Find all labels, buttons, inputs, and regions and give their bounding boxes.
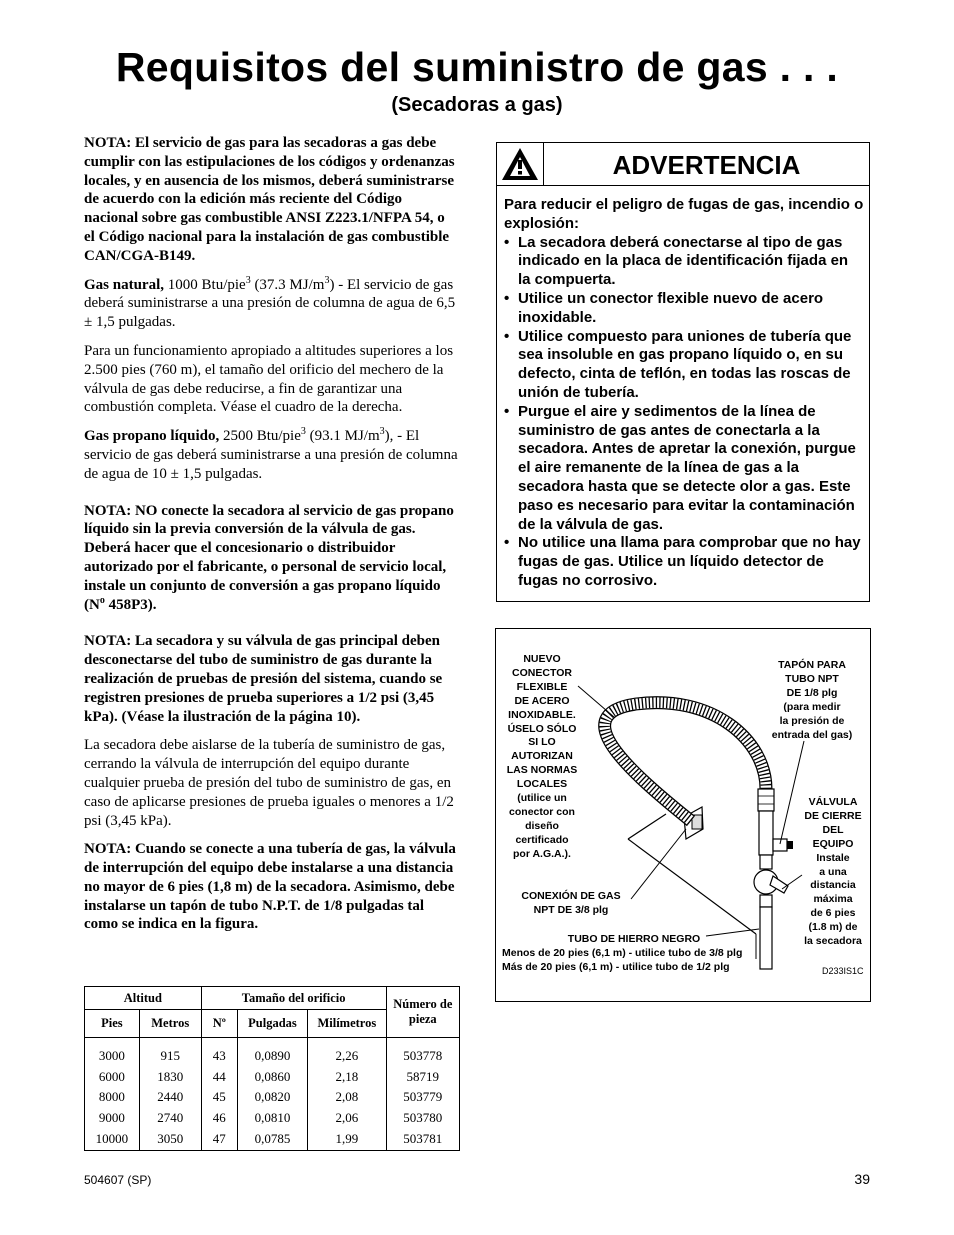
spacer	[237, 1038, 307, 1047]
natural-gas-paragraph	[84, 276, 458, 332]
document-code: 504607 (SP)	[84, 1173, 152, 1187]
label-line: DEL	[822, 823, 844, 836]
pipe-label-over-20: Más de 20 pies (6,1 m) - utilice tubo de 1/2 plg	[502, 961, 730, 973]
header-millimeters: Milímetros	[308, 1010, 387, 1038]
cell-meters: 915	[139, 1046, 201, 1067]
left-column	[84, 134, 458, 944]
label-line: Instale	[816, 851, 850, 864]
spacer	[85, 1038, 140, 1047]
superscript: 3	[300, 426, 306, 438]
warning-triangle-icon	[497, 143, 543, 185]
warning-body	[504, 196, 864, 591]
cell-inches: 0,0785	[237, 1128, 307, 1151]
label-line: por A.G.A.).	[513, 847, 571, 860]
altitude-paragraph: Para un funcionamiento apropiado a altitudes superiores a los 2.500 pies (760 m), el tamaño del orificio del mechero de la válvula de gas debe reducirse, a fin de garantizar una combustión completa. Véase el cuadro de la derecha.	[84, 342, 454, 416]
label-line: AUTORIZAN	[511, 750, 573, 763]
bullet: •	[504, 402, 510, 420]
label-line: (1.8 m) de	[808, 921, 858, 934]
cell-feet: 8000	[85, 1087, 140, 1108]
cell-meters: 1830	[139, 1067, 201, 1088]
warning-item	[504, 403, 864, 535]
cell-inches: 0,0860	[237, 1067, 307, 1088]
warning-item-text: La secadora deberá conectarse al tipo de gas indicado en la placa de identificación fijada en la compuerta.	[518, 233, 849, 289]
note-shutoff-valve: NOTA: Cuando se conecte a una tubería de gas, la válvula de interrupción del equipo debe instalarse a una distancia no mayor de 6 pies (1,8 m) de la secadora. Asimismo, debe instalarse un tapón de tubo N.P.T. de 1/8 pulgadas tal como se indica en la figura.	[84, 841, 456, 933]
valve-label	[796, 796, 870, 949]
cell-meters: 3050	[139, 1128, 201, 1151]
plug-label	[754, 659, 870, 742]
label-line: SI LO	[528, 736, 556, 749]
label-line: LAS NORMAS	[506, 764, 578, 777]
cell-feet: 3000	[85, 1046, 140, 1067]
label-line: FLEXIBLE	[516, 680, 568, 693]
cell-meters: 2740	[139, 1108, 201, 1129]
cell-millimeters: 1,99	[308, 1128, 387, 1151]
cell-millimeters: 2,06	[308, 1108, 387, 1129]
superscript: 3	[379, 426, 385, 438]
propane-mj: (93.1 MJ/m	[305, 428, 380, 445]
note-gas-codes: NOTA: El servicio de gas para las secadoras a gas debe cumplir con las estipulaciones de los códigos y ordenanzas locales, y en ausencia de los mismos, deberá suministrarse de acuerdo con la edición más reciente del Código nacional sobre gas combustible ANSI Z223.1/NFPA 54, o el Código nacional para la instalación de gas combustible CAN/CGA-B149.	[84, 135, 455, 264]
label-line: DE CIERRE	[804, 809, 862, 822]
superscript: 3	[245, 274, 251, 286]
label-line: CONEXIÓN DE GAS	[521, 890, 621, 902]
cell-number: 47	[201, 1128, 237, 1151]
label-line: ÚSELO SÓLO	[507, 722, 577, 735]
bullet: •	[504, 327, 510, 345]
figure-code: D233IS1C	[822, 966, 864, 976]
label-line: (utilice un	[517, 792, 567, 805]
warning-item	[504, 328, 864, 403]
natural-gas-lead: Gas natural,	[84, 276, 165, 293]
spacer	[139, 1038, 201, 1047]
header-altitude: Altitud	[85, 987, 202, 1010]
cell-meters: 2440	[139, 1087, 201, 1108]
cell-inches: 0,0890	[237, 1046, 307, 1067]
page-number: 39	[854, 1171, 870, 1187]
cell-part-number: 503780	[386, 1108, 459, 1129]
header-inches: Pulgadas	[237, 1010, 307, 1038]
label-line: de 6 pies	[810, 907, 856, 920]
label-line: NUEVO	[523, 653, 561, 665]
label-line: LOCALES	[516, 778, 568, 791]
label-line: la presión de	[779, 714, 845, 727]
pipe-label-under-20: Menos de 20 pies (6,1 m) - utilice tubo de 3/8 plg	[502, 947, 743, 959]
table-row	[85, 1087, 460, 1108]
note-conversion	[84, 502, 458, 615]
label-line: máxima	[813, 893, 853, 906]
label-line: TUBO NPT	[785, 672, 839, 685]
warning-item	[504, 234, 864, 290]
connector-label	[497, 653, 587, 862]
cell-millimeters: 2,18	[308, 1067, 387, 1088]
superscript: o	[99, 594, 105, 606]
label-line: CONECTOR	[512, 666, 572, 679]
label-line: a una	[819, 865, 847, 878]
label-line: TAPÓN PARA	[778, 659, 846, 671]
cell-number: 43	[201, 1046, 237, 1067]
bullet: •	[504, 233, 510, 251]
natural-gas-btu: 1000 Btu/pie	[164, 276, 246, 293]
cell-inches: 0,0810	[237, 1108, 307, 1129]
natural-gas-pressure: ) - El servicio de gas deberá suministrarse a una presión de columna de agua de 6,5 ± 1,5 pulgadas.	[84, 276, 456, 331]
label-line: DE 1/8 plg	[786, 686, 838, 699]
label-line: INOXIDABLE.	[508, 708, 576, 721]
warning-item	[504, 534, 864, 590]
label-line: conector con	[509, 805, 575, 818]
cell-part-number: 503781	[386, 1128, 459, 1151]
page-subtitle: (Secadoras a gas)	[391, 94, 563, 116]
warning-item	[504, 290, 864, 328]
page-title: Requisitos del suministro de gas . . .	[115, 44, 839, 90]
spacer	[386, 1038, 459, 1047]
propane-lead: Gas propano líquido,	[84, 428, 220, 445]
superscript: 3	[324, 274, 330, 286]
table-row	[85, 1108, 460, 1129]
warning-item-text: Utilice compuesto para uniones de tubería que sea insoluble en gas propano líquido o, en su defecto, cinta de teflón, en todas las roscas de unión de tubería.	[518, 327, 852, 401]
spacer	[201, 1038, 237, 1047]
cell-millimeters: 2,08	[308, 1087, 387, 1108]
spacer	[308, 1038, 387, 1047]
note-pressure-test: NOTA: La secadora y su válvula de gas principal deben desconectarse del tubo de suministro de gas durante la realización de pruebas de presión del sistema, cuando se registren presiones de prueba superiores a 1/2 psi (3,45 kPa). (Véase la ilustración de la página 10).	[84, 633, 443, 725]
table-row	[85, 1067, 460, 1088]
label-line: diseño	[525, 819, 559, 832]
header-meters: Metros	[139, 1010, 201, 1038]
propane-paragraph	[84, 427, 458, 483]
pipe-label-title: TUBO DE HIERRO NEGRO	[567, 933, 701, 945]
warning-header	[497, 143, 869, 186]
propane-pressure: ), - El servicio de gas deberá suministrarse a una presión de columna de agua de 10 ± 1,5 pulgadas.	[84, 428, 458, 482]
warning-item-text: Utilice un conector flexible nuevo de acero inoxidable.	[518, 289, 824, 326]
warning-item-text: Purgue el aire y sedimentos de la línea de suministro de gas antes de conectarla a la secadora. Antes de apretar la conexión, purgue el aire remanente de la línea de gas a la secadora hasta que se detecte olor a gas. Este paso es necesario para evitar la contaminación de la válvula de gas.	[518, 402, 856, 533]
propane-btu: 2500 Btu/pie	[219, 428, 301, 445]
cell-number: 44	[201, 1067, 237, 1088]
cell-feet: 9000	[85, 1108, 140, 1129]
label-line: VÁLVULA	[808, 796, 858, 808]
cell-number: 45	[201, 1087, 237, 1108]
header-orifice-size: Tamaño del orificio	[201, 987, 386, 1010]
label-line: EQUIPO	[812, 837, 854, 850]
cell-inches: 0,0820	[237, 1087, 307, 1108]
label-line: distancia	[810, 879, 856, 892]
label-line: NPT DE 3/8 plg	[533, 903, 609, 916]
cell-feet: 10000	[85, 1128, 140, 1151]
table-row	[85, 1128, 460, 1151]
warning-title: ADVERTENCIA	[612, 150, 801, 180]
orifice-table	[84, 986, 460, 1151]
header-number: Nº	[201, 1010, 237, 1038]
note-conversion-kit: 458P3).	[104, 596, 157, 613]
cell-part-number: 503779	[386, 1087, 459, 1108]
label-line: entrada del gas)	[771, 728, 853, 741]
warning-box	[496, 142, 870, 602]
gas-connection-figure	[495, 628, 871, 1002]
warning-item-text: No utilice una llama para comprobar que no hay fugas de gas. Utilice un líquido detector de fugas no corrosivo.	[518, 534, 861, 589]
isolation-paragraph: La secadora debe aislarse de la tubería de suministro de gas, cerrando la válvula de interrupción del equipo durante cualquier prueba de presión del tubo de suministro de gas, en caso de aplicarse presiones de prueba iguales o menores a 1/2 psi (3,45 kPa).	[84, 737, 454, 829]
label-line: (para medir	[783, 700, 841, 713]
bullet: •	[504, 289, 510, 307]
cell-number: 46	[201, 1108, 237, 1129]
bullet: •	[504, 534, 510, 552]
cell-part-number: 58719	[386, 1067, 459, 1088]
warning-intro: Para reducir el peligro de fugas de gas, incendio o explosión:	[504, 196, 864, 232]
cell-millimeters: 2,26	[308, 1046, 387, 1067]
natural-gas-mj: (37.3 MJ/m	[250, 276, 325, 293]
cell-feet: 6000	[85, 1067, 140, 1088]
note-conversion-text: NOTA: NO conecte la secadora al servicio de gas propano líquido sin la previa conversión de la válvula de gas. Deberá hacer que el concesionario o distribuidor autorizado por el fabricante, o personal de servicio local, instale un conjunto de conversión a gas propano líquido (N	[84, 502, 454, 613]
header-part-number: Número de pieza	[386, 987, 459, 1038]
gas-connection-label	[506, 890, 636, 918]
warning-icon-cell	[497, 143, 544, 185]
label-line: certificado	[515, 833, 569, 846]
cell-part-number: 503778	[386, 1046, 459, 1067]
table-row	[85, 1046, 460, 1067]
label-line: DE ACERO	[514, 694, 570, 707]
warning-list	[504, 234, 864, 591]
header-feet: Pies	[85, 1010, 140, 1038]
label-line: la secadora	[804, 935, 862, 948]
